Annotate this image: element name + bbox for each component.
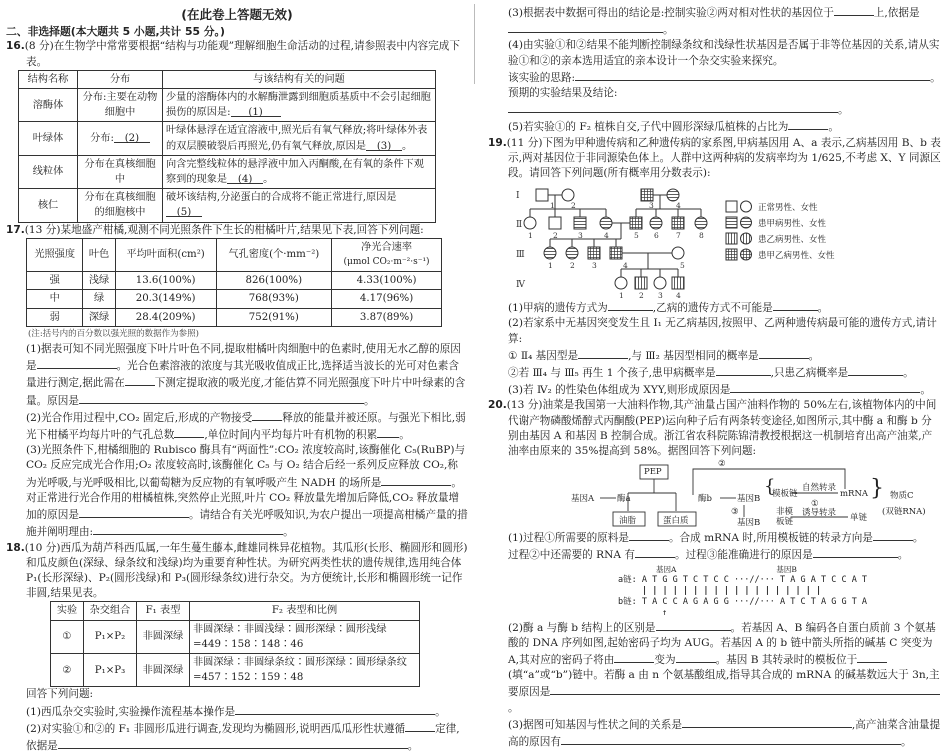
svg-text:2: 2 bbox=[571, 201, 576, 211]
mutation-arrow-icon: ↑ bbox=[662, 607, 668, 618]
svg-text:4: 4 bbox=[676, 201, 681, 211]
svg-text:3: 3 bbox=[658, 291, 663, 300]
q17-part1: (1)据表可知不同光照强度下叶片叶色不同,提取柑橘叶肉细胞中的色素时,使用无水乙醇的原因是 。光合色素溶液的浓度与其光吸收值成正比,选择适当波长的光可对色素含量进行测定,据此需在 下测定提取液的吸光度,才能估算不同光照强度下叶片中叶绿素的含量。原因是 。 bbox=[26, 343, 466, 407]
answer-blank-5[interactable]: (5) bbox=[166, 205, 202, 217]
svg-text:1: 1 bbox=[550, 201, 555, 211]
answer-blank-1[interactable]: (1) bbox=[231, 105, 281, 117]
table-row: 溶酶体 分布:主要在动物细胞中 少量的溶酶体内的水解酶泄露到细胞质基质中不会引起细胞损伤的原因是: (1) bbox=[19, 89, 436, 122]
answer-blank[interactable] bbox=[93, 523, 283, 535]
table-row: 强 浅绿 13.6(100%) 826(100%) 4.33(100%) bbox=[27, 272, 442, 290]
svg-text:3: 3 bbox=[592, 261, 597, 271]
svg-text:Ⅰ: Ⅰ bbox=[516, 191, 520, 202]
question-18-table: 实验 杂交组合 F₁ 表型 F₂ 表型和比例 ① P₁×P₂ 非圆深绿 非圆深绿∶非圆浅绿∶圆形深绿∶圆形浅绿=449∶158∶148∶46 ② P₁×P₃ 非圆深绿 非圆深绿∶非圆绿条纹∶圆形深绿∶圆形绿条纹=457∶152∶159∶48 bbox=[50, 601, 420, 687]
right-column: (3)根据表中数据可得出的结论是:控制实验②两对相对性状的基因位于 上,依据是 。 (4)由实验①和②结果不能判断控制绿条纹和浅绿性状基因是否属于非等位基因的关系,请从实验①和②的亲本选用适宜的亲本设计一个杂交实验来探究。 该实验的思路: 。 预期的实验结果及结论:。 (5)若实验①的 F₂ 植株自交,子代中圆形深绿瓜植株的占比为 。 19.(11 分)下图为甲种遗传病和乙种遗传病的家系图,甲病基因用 A、a 表示,乙病基因用 B、b 表示,两对基因位于非同源染色体上。人群中这两种病的发病率均为 1/625,不考虑 X、Y 同源区段。请回答下列问题(所有概率用分数表示): Ⅰ Ⅱ Ⅲ Ⅳ 1 2 3 4 1 2 3 4 5 6 7 8 1 2 3 4 5 1 2 3 4 正常男性、女性 患甲病男性、女性 患乙病男性、女性 患甲乙病男性、女性 (1)甲病的遗传方式为 ,乙病的遗传方式不可能是 。 (2)若家系中无基因突变发生且 Ⅰ₁ 无乙病基因,按照甲、乙两种遗传病最可能的遗传方式,请计算: ① Ⅱ₄ 基因型是 ,与 Ⅲ₂ 基因型相同的概率是 。 ②若 Ⅲ₄ 与 Ⅲ₅ 再生 1 个孩子,患甲病概率是 ,只患乙病概率是 。 (3)若 Ⅳ₂ 的性染色体组成为 XYY,则形成原因是 。 20.(13 分)油菜是我国第一大油料作物,其产油量占国产油料作物的 50%左右,该植物体内的中间代谢产物磷酸烯醇式丙酮酸(PEP)运向种子后有两条转变途径,如图所示,其中酶 a 和酶 b 分别由基因 A 和基因 B 控制合成。浙江省农科院陈锦清教授根据这一机制培育出高产油菜,产油率由原来的 35%提高到 58%。据图回答下列问题: PEP ② 基因A 酶a 酶b 基因B ③ 基因B 油脂 蛋白质 { 模板链 非模板链 自然转录 ① 诱导转录 mRNA 单链 } 物质C (双链RNA) (1)过程①所需要的原料是 。合成 mRNA 时,所用模板链的转录方向是 。 过程②中还需要的 RNA 有 。过程③能准确进行的原因是 。 基因A 基因B a链: A T G G T C T C C ···//··· T A G A T C C A T | | | | | | | | | | | | | | | | | | b链: T A C C A G A G G ···//··· A T C T A G G T A ↑ (2)酶 a 与酶 b 结构上的区别是 。若基因 A、B 编码各自蛋白质前 3 个氨基酸的 DNA 序列如图,起始密码子均为 AUG。若基因 A 的 b 链中箭头所指的碱基 C 突变为 A,其对应的密码子将由 变为 。基因 B 其转录时的模板位于(填“a”或“b”)链中。若酶 a 由 n 个氨基酸组成,指导其合成的 mRNA 的碱基数远大于 3n,主要原因是。 (3)据图可知基因与性状之间的关系是 ,高产油菜含油量提高的原因有 。 bbox=[508, 4, 942, 750]
q18-part2: (2)对实验①和②的 F₁ 非圆形瓜进行调查,发现均为椭圆形,说明西瓜瓜形性状遵循 定律,依据是 。 bbox=[6, 720, 468, 754]
answer-blank[interactable] bbox=[635, 546, 675, 558]
answer-blank[interactable] bbox=[575, 69, 930, 81]
svg-text:5: 5 bbox=[680, 261, 685, 271]
q17-part3: (3)光照条件下,柑橘细胞的 Rubisco 酶具有“两面性”:CO₂ 浓度较高时,该酶催化 C₅(RuBP)与 CO₂ 反应完成光合作用;O₂ 浓度较高时,该酶催化 C₅ 与 O₂ 结合后经一系列反应释放 CO₂,称为光呼吸,与光呼吸相比,以葡萄糖为反应物的有氧呼吸产生 NADH 的场所是 。对正常进行光合作用的柑橘植株,突然停止光照,叶片 CO₂ 释放量先增加后降低,CO₂ 释放量增加的原因是 。请结合有关光呼吸知识,为农户提出一项提高柑橘产量的措施并阐明理由: 。 bbox=[26, 444, 468, 539]
q20-part1: (1)过程①所需要的原料是 。合成 mRNA 时,所用模板链的转录方向是 。 过程②中还需要的 RNA 有 。过程③能准确进行的原因是 。 bbox=[508, 529, 942, 563]
page-header: (在此卷上答题无效) bbox=[181, 7, 293, 22]
answer-blank[interactable] bbox=[656, 619, 731, 631]
q18-part1: (1)西瓜杂交实验时,实验操作流程基本操作是 。 bbox=[6, 703, 468, 720]
answer-blank[interactable] bbox=[730, 381, 920, 393]
answer-blank[interactable] bbox=[252, 409, 282, 421]
answer-blank[interactable] bbox=[58, 737, 408, 749]
svg-text:2: 2 bbox=[639, 291, 644, 300]
answer-blank[interactable] bbox=[759, 347, 809, 359]
answer-blank[interactable] bbox=[614, 651, 654, 663]
question-17-table: 光照强度 叶色 平均叶面积(cm²) 气孔密度(个·mm⁻²) 净光合速率 (μmol CO₂·m⁻²·s⁻¹) 强 浅绿 13.6(100%) 826(100%) 4.33(100%) 中 绿 20.3(149%) 768(93%) 4.17(96%) 弱 深绿 28.4(209%) 752(91%) 3.87(89%) bbox=[26, 238, 442, 327]
answer-blank[interactable] bbox=[508, 21, 663, 33]
question-18-stem: 18.(10 分)西瓜为葫芦科西瓜属,一年生蔓生藤本,雌雄同株异花植物。其瓜形(长形、椭圆形和圆形)和瓜皮颜色(深绿、绿条纹和浅绿)均为重要育种性状。为研究两类性状的遗传规律,选用纯合体 P₁(长形深绿)、P₂(圆形浅绿)和 P₃(圆形绿条纹)进行杂交。为方便统计,长形和椭圆形统一记作非圆,结果见表。 bbox=[6, 541, 468, 600]
svg-text:7: 7 bbox=[676, 231, 681, 241]
answer-blank[interactable] bbox=[629, 529, 669, 541]
svg-text:Ⅱ: Ⅱ bbox=[516, 220, 523, 231]
answer-blank[interactable] bbox=[550, 683, 940, 695]
answer-blank[interactable] bbox=[682, 716, 852, 728]
svg-text:2: 2 bbox=[553, 231, 558, 241]
answer-blank[interactable] bbox=[716, 364, 771, 376]
table-row: 叶绿体 分布: (2) 叶绿体悬浮在适宜溶液中,照光后有氧气释放;将叶绿体外表的双层膜破裂后再照光,仍有氧气释放,原因是 (3) 。 bbox=[19, 122, 436, 155]
answer-blank[interactable] bbox=[37, 357, 117, 369]
pedigree-chart bbox=[508, 181, 942, 299]
pep-pathway-diagram: PEP ② 基因A 酶a 酶b 基因B ③ 基因B 油脂 蛋白质 { 模板链 非模板链 自然转录 ① 诱导转录 mRNA 单链 } 物质C (双链RNA) bbox=[571, 459, 926, 529]
answer-blank[interactable] bbox=[405, 720, 435, 732]
answer-blank[interactable] bbox=[676, 651, 716, 663]
answer-blank[interactable] bbox=[788, 118, 828, 130]
answer-blank[interactable] bbox=[125, 374, 155, 386]
left-column: (在此卷上答题无效) 二、非选择题(本大题共 5 小题,共计 55 分。) 16.(8 分)在生物学中常常要根据“结构与功能观”理解细胞生命活动的过程,请参照表中内容完成下表。 结构名称 分布 与该结构有关的问题 溶酶体 分布:主要在动物细胞中 少量的溶酶体内的水解酶泄露到细胞质基质中不会引起细胞损伤的原因是: (1) 叶绿体 分布: (2) 叶绿体悬浮在适宜溶液中,照光后有氧气释放;将叶绿体外表的双层膜破裂后再照光,仍有氧气释放,原因是 (3) 。 线粒体 分布在真核细胞中 向含完整线粒体的悬浮液中加入丙酮酸,在有氧的条件下观察到的现象是 (4) 。 核仁 分布在真核细胞的细胞核中 破坏该结构,分泌蛋白的合成将不能正常进行,原因是(5) 17.(13 分)某地盛产柑橘,观测不同光照条件下生长的柑橘叶片,结果见下表,回答下列问题: 光照强度 叶色 平均叶面积(cm²) 气孔密度(个·mm⁻²) 净光合速率 (μmol CO₂·m⁻²·s⁻¹) 强 浅绿 13.6(100%) 826(100%) 4.33(100%) 中 绿 20.3(149%) 768(93%) 4.17(96%) 弱 深绿 28.4(209%) 752(91%) 3.87(89%) (注:括号内的百分数以强光照的数据作为参照) (1)据表可知不同光照强度下叶片叶色不同,提取柑橘叶肉细胞中的色素时,使用无水乙醇的原因是 。光合色素溶液的浓度与其光吸收值成正比,选择适当波长的光可对色素含量进行测定,据此需在 下测定提取液的吸光度,才能估算不同光照强度下叶片中叶绿素的含量。原因是 。 (2)光合作用过程中,CO₂ 固定后,形成的产物接受 释放的能量并被还原。与强光下相比,弱光下柑橘平均每片叶的气孔总数 ,单位时间内平均每片叶有机物的积累 。 (3)光照条件下,柑橘细胞的 Rubisco 酶具有“两面性”:CO₂ 浓度较高时,该酶催化 C₅(RuBP)与 CO₂ 反应完成光合作用;O₂ 浓度较高时,该酶催化 C₅ 与 O₂ 结合后经一系列反应释放 CO₂,称为光呼吸,与光呼吸相比,以葡萄糖为反应物的有氧呼吸产生 NADH 的场所是 。对正常进行光合作用的柑橘植株,突然停止光照,叶片 CO₂ 释放量先增加后降低,CO₂ 释放量增加的原因是 。请结合有关光呼吸知识,为农户提出一项提高柑橘产量的措施并阐明理由: 。 18.(10 分)西瓜为葫芦科西瓜属,一年生蔓生藤本,雌雄同株异花植物。其瓜形(长形、椭圆形和圆形)和瓜皮颜色(深绿、绿条纹和浅绿)均为重要育种性状。为研究两类性状的遗传规律,选用纯合体 P₁(长形深绿)、P₂(圆形浅绿)和 P₃(圆形绿条纹)进行杂交。为方便统计,长形和椭圆形统一记作非圆,结果见表。 实验 杂交组合 F₁ 表型 F₂ 表型和比例 ① P₁×P₂ 非圆深绿 非圆深绿∶非圆浅绿∶圆形深绿∶圆形浅绿=449∶158∶148∶46 ② P₁×P₃ 非圆深绿 非圆深绿∶非圆绿条纹∶圆形深绿∶圆形绿条纹=457∶152∶159∶48 回答下列问题: (1)西瓜杂交实验时,实验操作流程基本操作是 。 (2)对实验①和②的 F₁ 非圆形瓜进行调查,发现均为椭圆形,说明西瓜瓜形性状遵循 定律,依据是 。 bbox=[6, 0, 468, 754]
q19-part2: (2)若家系中无基因突变发生且 Ⅰ₁ 无乙病基因,按照甲、乙两种遗传病最可能的遗传方式,请计算: bbox=[508, 317, 937, 345]
table-row: 核仁 分布在真核细胞的细胞核中 破坏该结构,分泌蛋白的合成将不能正常进行,原因是(5) bbox=[19, 189, 436, 222]
table-row: 线粒体 分布在真核细胞中 向含完整线粒体的悬浮液中加入丙酮酸,在有氧的条件下观察到的现象是 (4) 。 bbox=[19, 155, 436, 188]
q18-part4: (4)由实验①和②结果不能判断控制绿条纹和浅绿性状基因是否属于非等位基因的关系,请从实验①和②的亲本选用适宜的亲本设计一个杂交实验来探究。 bbox=[508, 39, 940, 67]
answer-blank-4[interactable]: (4) bbox=[227, 172, 263, 184]
svg-text:1: 1 bbox=[528, 231, 533, 241]
svg-text:3: 3 bbox=[578, 231, 583, 241]
svg-text:4: 4 bbox=[676, 291, 681, 300]
q17-part2: (2)光合作用过程中,CO₂ 固定后,形成的产物接受 释放的能量并被还原。与强光下相比,弱光下柑橘平均每片叶的气孔总数 ,单位时间内平均每片叶有机物的积累 。 bbox=[6, 409, 468, 443]
answer-blank[interactable] bbox=[235, 703, 435, 715]
answer-blank-2[interactable]: (2) bbox=[114, 131, 150, 143]
dna-sequence-diagram: 基因A 基因B a链: A T G G T C T C C ···//··· T A G A T C C A T | | | | | | | | | | | | | | | | | | b链: T A C C A G A G G ···//··· A T C T A G G T A ↑ bbox=[618, 564, 942, 619]
question-20-stem: 20.(13 分)油菜是我国第一大油料作物,其产油量占国产油料作物的 50%左右,该植物体内的中间代谢产物磷酸烯醇式丙酮酸(PEP)运向种子后有两条转变途径,如图所示,其中酶 a 和酶 b 分别由基因 A 和基因 B 控制合成。浙江省农科院陈锦清教授根据这一机制培育出高产油菜,产油率由原来的 35%提高到 58%。据图回答下列问题: bbox=[488, 399, 937, 458]
section-title: 二、非选择题(本大题共 5 小题,共计 55 分。) bbox=[6, 25, 225, 39]
q19-part1: (1)甲病的遗传方式为 ,乙病的遗传方式不可能是 。 bbox=[508, 299, 942, 316]
svg-text:2: 2 bbox=[570, 261, 575, 271]
svg-text:6: 6 bbox=[654, 231, 659, 241]
answer-blank[interactable] bbox=[174, 426, 204, 438]
answer-blank[interactable] bbox=[561, 733, 901, 745]
q20-part3: (3)据图可知基因与性状之间的关系是 ,高产油菜含油量提高的原因有 。 bbox=[508, 716, 942, 750]
table-row: ② P₁×P₃ 非圆深绿 非圆深绿∶非圆绿条纹∶圆形深绿∶圆形绿条纹=457∶152∶159∶48 bbox=[51, 653, 420, 686]
answer-blank[interactable] bbox=[873, 529, 913, 541]
svg-text:4: 4 bbox=[604, 231, 609, 241]
q18-part3: (3)根据表中数据可得出的结论是:控制实验②两对相对性状的基因位于 上,依据是 。 bbox=[508, 4, 942, 38]
answer-blank[interactable] bbox=[848, 364, 903, 376]
q19-part3: (3)若 Ⅳ₂ 的性染色体组成为 XYY,则形成原因是 。 bbox=[508, 381, 942, 398]
column-divider bbox=[474, 4, 475, 84]
svg-text:1: 1 bbox=[619, 291, 624, 300]
svg-text:Ⅳ: Ⅳ bbox=[516, 280, 525, 291]
answer-blank[interactable] bbox=[381, 474, 451, 486]
svg-text:Ⅲ: Ⅲ bbox=[516, 250, 525, 261]
question-16-table: 结构名称 分布 与该结构有关的问题 溶酶体 分布:主要在动物细胞中 少量的溶酶体内的水解酶泄露到细胞质基质中不会引起细胞损伤的原因是: (1) 叶绿体 分布: (2) 叶绿体悬浮在适宜溶液中,照光后有氧气释放;将叶绿体外表的双层膜破裂后再照光,仍有氧气释放,原因是 (3) 。 线粒体 分布在真核细胞中 向含完整线粒体的悬浮液中加入丙酮酸,在有氧的条件下观察到的现象是 (4) 。 核仁 分布在真核细胞的细胞核中 破坏该结构,分泌蛋白的合成将不能正常进行,原因是(5) bbox=[18, 70, 436, 223]
q20-part2: (2)酶 a 与酶 b 结构上的区别是 。若基因 A、B 编码各自蛋白质前 3 个氨基酸的 DNA 序列如图,起始密码子均为 AUG。若基因 A 的 b 链中箭头所指的碱基 C 突变为 A,其对应的密码子将由 变为 。基因 B 其转录时的模板位于(填“a”或“b”)链中。若酶 a 由 n 个氨基酸组成,指导其合成的 mRNA 的碱基数远大于 3n,主要原因是。 bbox=[508, 619, 942, 716]
answer-blank[interactable] bbox=[79, 506, 189, 518]
answer-blank[interactable] bbox=[377, 426, 399, 438]
answer-blank-3[interactable]: (3) bbox=[366, 139, 402, 151]
table-row: 弱 深绿 28.4(209%) 752(91%) 3.87(89%) bbox=[27, 308, 442, 326]
answer-blank[interactable] bbox=[508, 101, 838, 113]
question-16-stem: 16.(8 分)在生物学中常常要根据“结构与功能观”理解细胞生命活动的过程,请参照表中内容完成下表。 bbox=[6, 40, 460, 68]
table-row: 中 绿 20.3(149%) 768(93%) 4.17(96%) bbox=[27, 290, 442, 308]
table-note: (注:括号内的百分数以强光照的数据作为参照) bbox=[28, 328, 199, 339]
svg-text:4: 4 bbox=[623, 261, 628, 271]
svg-text:1: 1 bbox=[548, 261, 553, 271]
svg-text:8: 8 bbox=[699, 231, 704, 241]
answer-blank[interactable] bbox=[857, 651, 887, 663]
svg-text:3: 3 bbox=[649, 201, 654, 211]
answer-blank[interactable] bbox=[813, 546, 898, 558]
answer-blank[interactable] bbox=[773, 299, 818, 311]
pedigree-legend: 正常男性、女性 患甲病男性、女性 患乙病男性、女性 患甲乙病男性、女性 bbox=[758, 203, 835, 262]
svg-text:5: 5 bbox=[634, 231, 639, 241]
answer-blank[interactable] bbox=[834, 4, 874, 16]
question-19-stem: 19.(11 分)下图为甲种遗传病和乙种遗传病的家系图,甲病基因用 A、a 表示,乙病基因用 B、b 表示,两对基因位于非同源染色体上。人群中这两种病的发病率均为 1/625,不考虑 X、Y 同源区段。请回答下列问题(所有概率用分数表示): bbox=[488, 136, 941, 180]
table-row: ① P₁×P₂ 非圆深绿 非圆深绿∶非圆浅绿∶圆形深绿∶圆形浅绿=449∶158∶148∶46 bbox=[51, 620, 420, 653]
answer-blank[interactable] bbox=[79, 392, 364, 404]
q18-part5: (5)若实验①的 F₂ 植株自交,子代中圆形深绿瓜植株的占比为 。 bbox=[508, 118, 942, 135]
question-17-stem: 17.(13 分)某地盛产柑橘,观测不同光照条件下生长的柑橘叶片,结果见下表,回答下列问题: bbox=[6, 223, 424, 236]
answer-blank[interactable] bbox=[578, 347, 628, 359]
answer-blank[interactable] bbox=[608, 299, 653, 311]
